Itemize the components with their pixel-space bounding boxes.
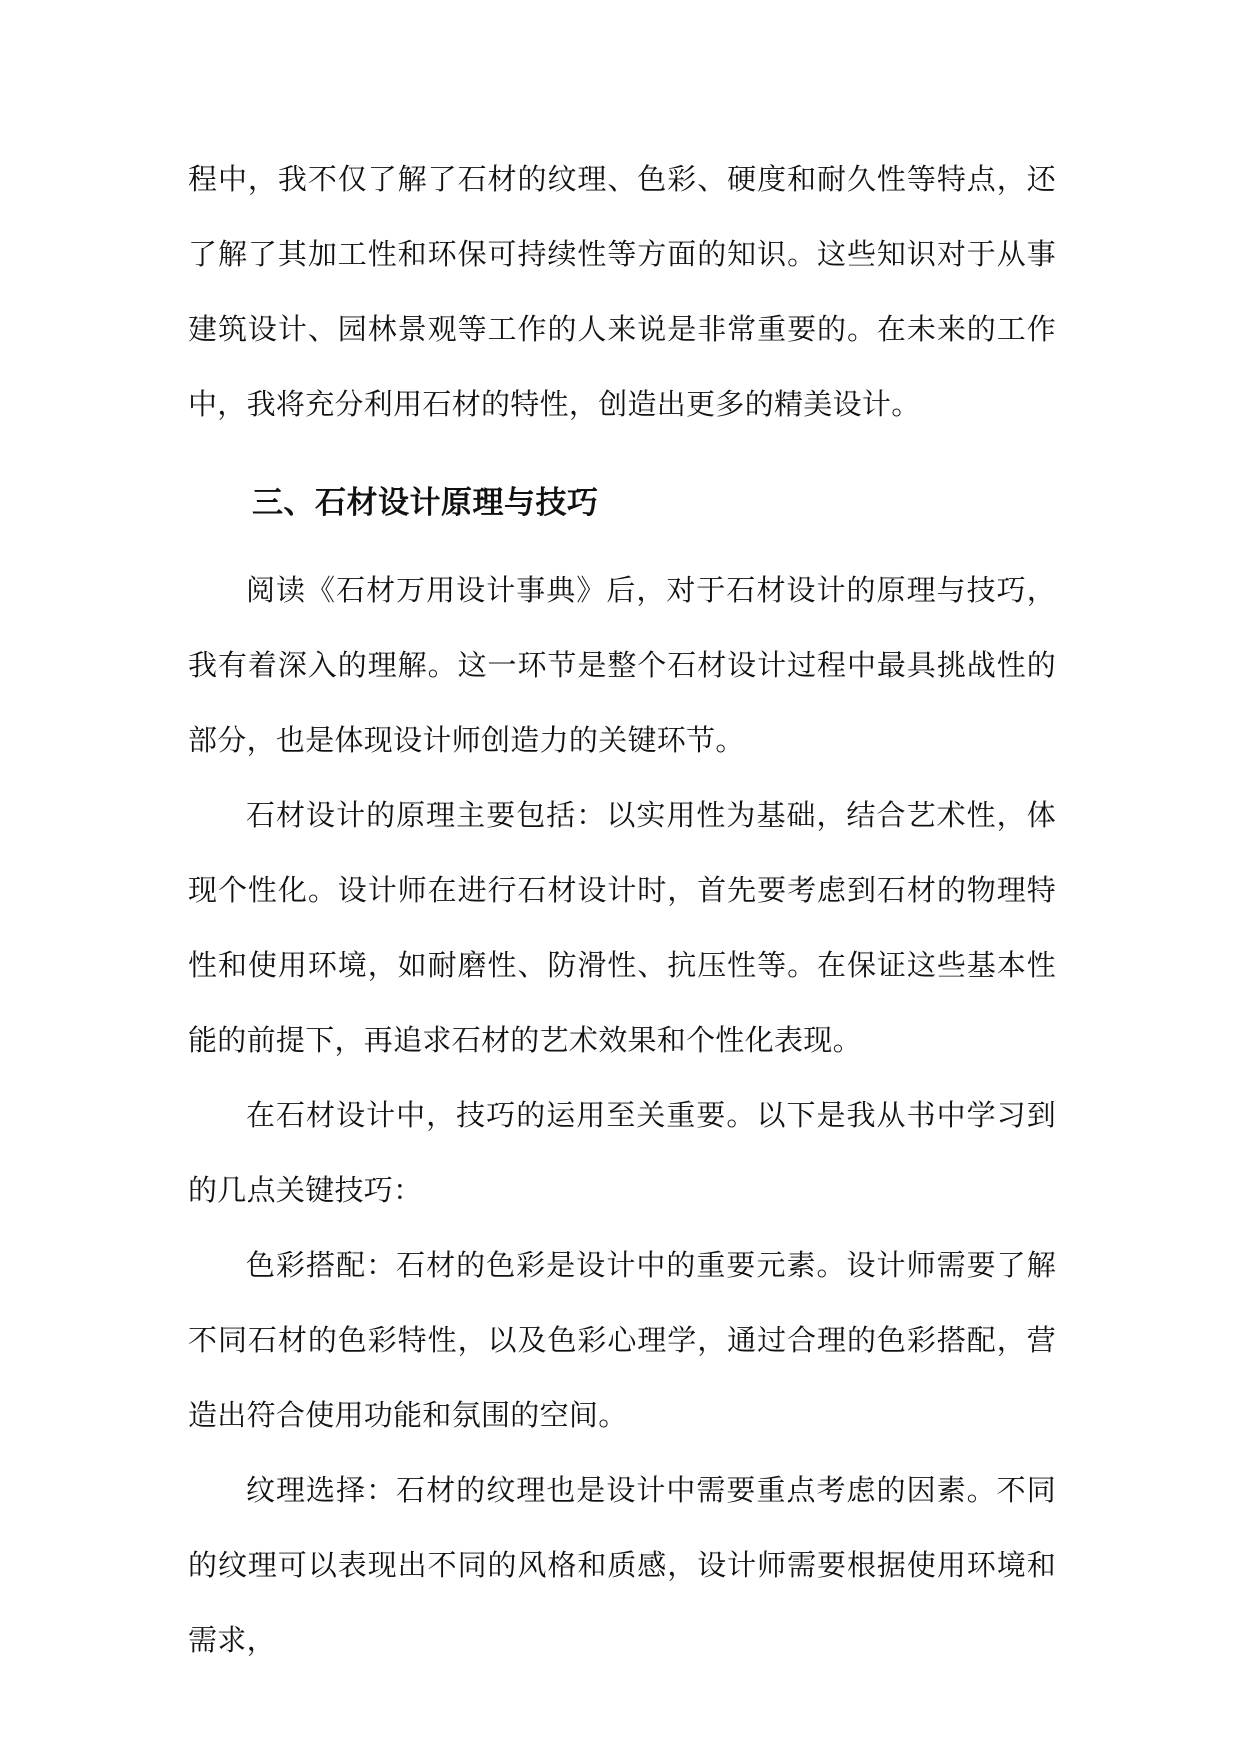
page-content (188, 142, 1056, 1678)
paragraph-reading-insight: 阅读《石材万用设计事典》后，对于石材设计的原理与技巧，我有着深入的理解。这一环节是整个石材设计过程中最具挑战性的部分，也是体现设计师创造力的关键环节。 (188, 573, 1056, 757)
paragraph-texture-selection: 纹理选择：石材的纹理也是设计中需要重点考虑的因素。不同的纹理可以表现出不同的风格和质感，设计师需要根据使用环境和需求， (188, 1473, 1056, 1657)
paragraph-continuation: 程中，我不仅了解了石材的纹理、色彩、硬度和耐久性等特点，还了解了其加工性和环保可持续性等方面的知识。这些知识对于从事建筑设计、园林景观等工作的人来说是非常重要的。在未来的工作中，我将充分利用石材的特性，创造出更多的精美设计。 (188, 162, 1056, 421)
section-heading: 三、石材设计原理与技巧 (252, 485, 599, 521)
paragraph-color-matching: 色彩搭配：石材的色彩是设计中的重要元素。设计师需要了解不同石材的色彩特性，以及色彩心理学，通过合理的色彩搭配，营造出符合使用功能和氛围的空间。 (188, 1248, 1056, 1432)
paragraph-design-techniques-intro: 在石材设计中，技巧的运用至关重要。以下是我从书中学习到的几点关键技巧： (188, 1098, 1056, 1207)
paragraph-design-principles: 石材设计的原理主要包括：以实用性为基础，结合艺术性，体现个性化。设计师在进行石材设计时，首先要考虑到石材的物理特性和使用环境，如耐磨性、防滑性、抗压性等。在保证这些基本性能的前提下，再追求石材的艺术效果和个性化表现。 (188, 798, 1056, 1057)
